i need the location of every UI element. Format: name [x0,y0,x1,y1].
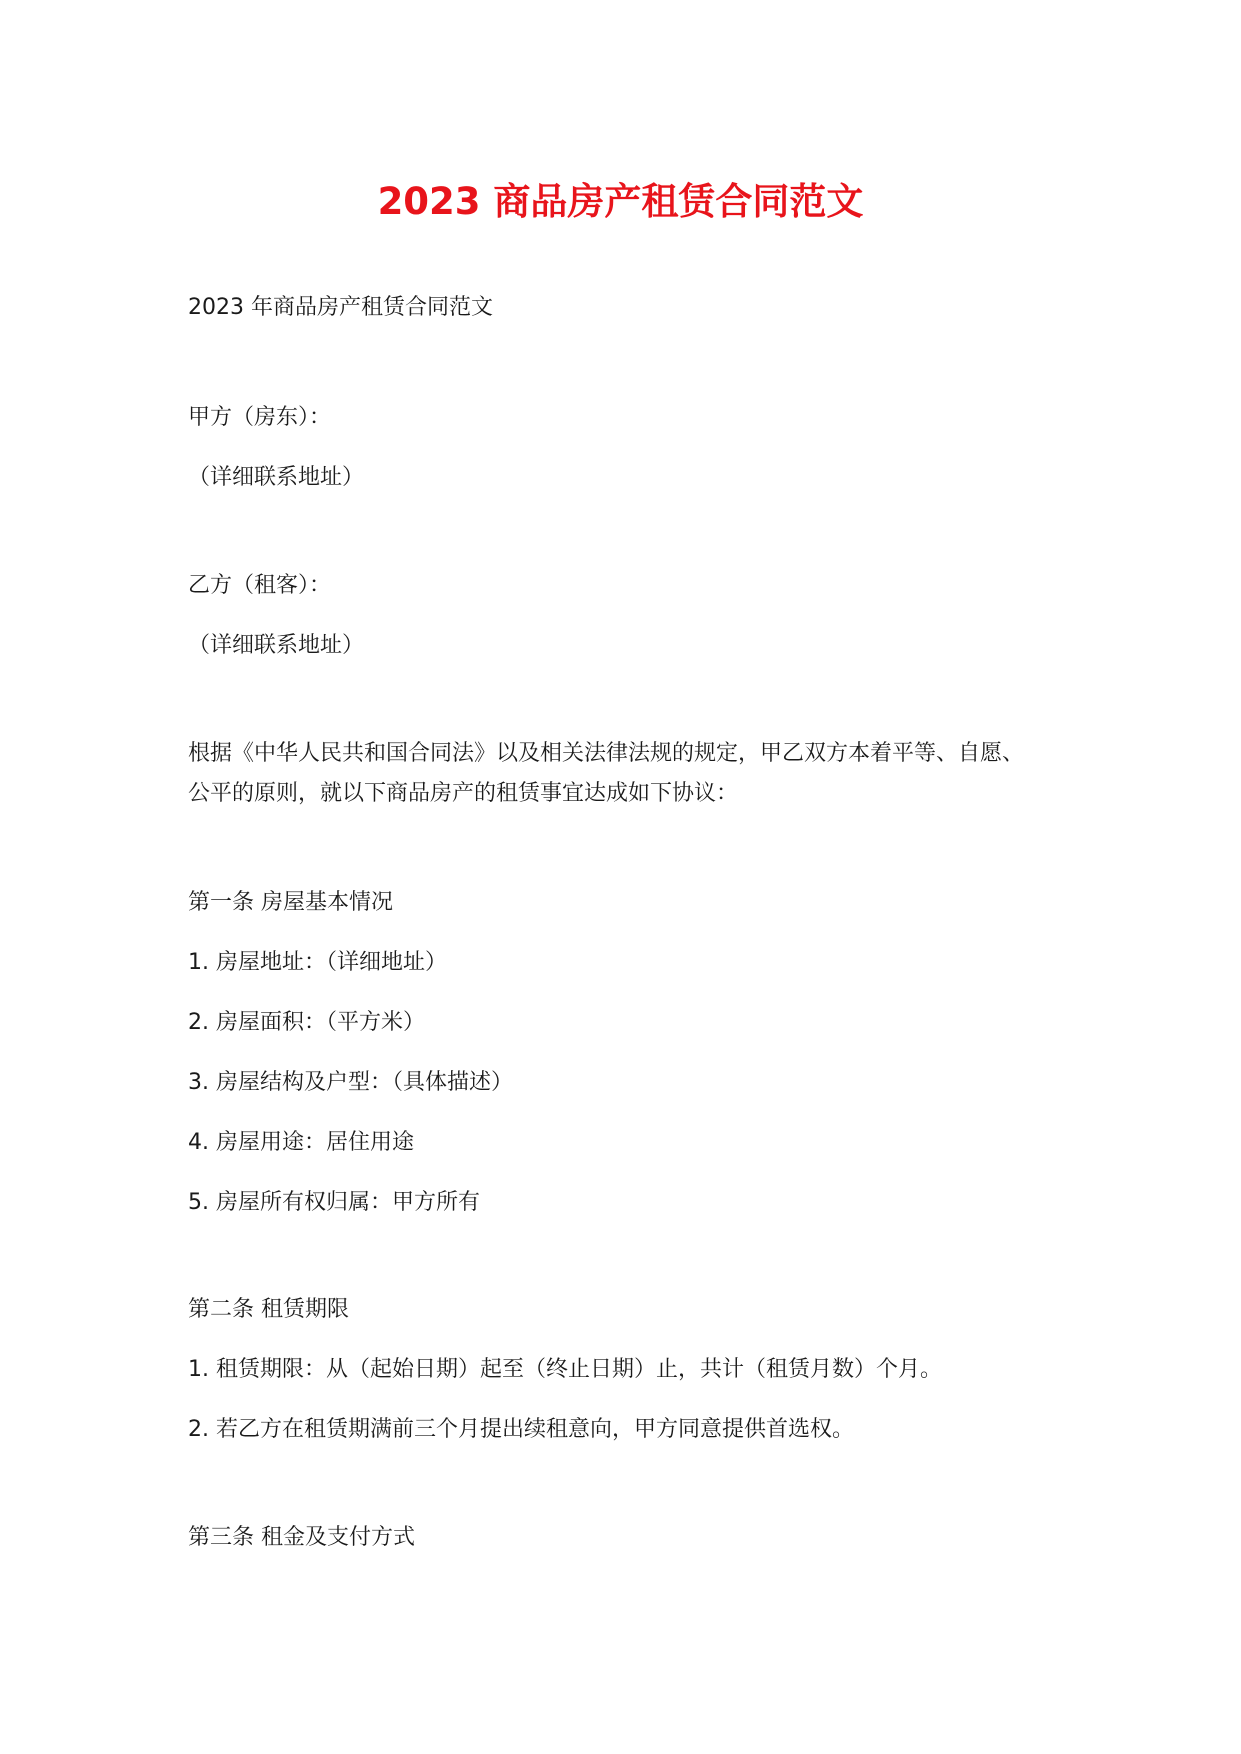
section-1-item-1: 1. 房屋地址：（详细地址） [188,950,447,975]
section-1-item-5: 5. 房屋所有权归属：甲方所有 [188,1190,480,1215]
section-3-heading: 第三条 租金及支付方式 [188,1525,415,1550]
preamble-line-1: 根据《中华人民共和国合同法》以及相关法律法规的规定，甲乙双方本着平等、自愿、 [188,741,1025,766]
section-2-item-2: 2. 若乙方在租赁期满前三个月提出续租意向，甲方同意提供首选权。 [188,1417,854,1442]
section-1-item-4: 4. 房屋用途：居住用途 [188,1130,414,1155]
section-1-item-2: 2. 房屋面积：（平方米） [188,1010,425,1035]
party-b-label: 乙方（租客）： [188,573,332,598]
party-a-address: （详细联系地址） [188,465,365,490]
section-2-item-1: 1. 租赁期限：从（起始日期）起至（终止日期）止，共计（租赁月数）个月。 [188,1357,942,1382]
section-1-heading: 第一条 房屋基本情况 [188,890,393,915]
page-title: 2023 商品房产租赁合同范文 [377,180,864,223]
document-subtitle: 2023 年商品房产租赁合同范文 [188,295,493,320]
section-1-item-3: 3. 房屋结构及户型：（具体描述） [188,1070,513,1095]
party-b-address: （详细联系地址） [188,633,365,658]
party-a-label: 甲方（房东）： [188,405,332,430]
preamble-line-2: 公平的原则，就以下商品房产的租赁事宜达成如下协议： [188,781,739,806]
section-2-heading: 第二条 租赁期限 [188,1297,349,1322]
